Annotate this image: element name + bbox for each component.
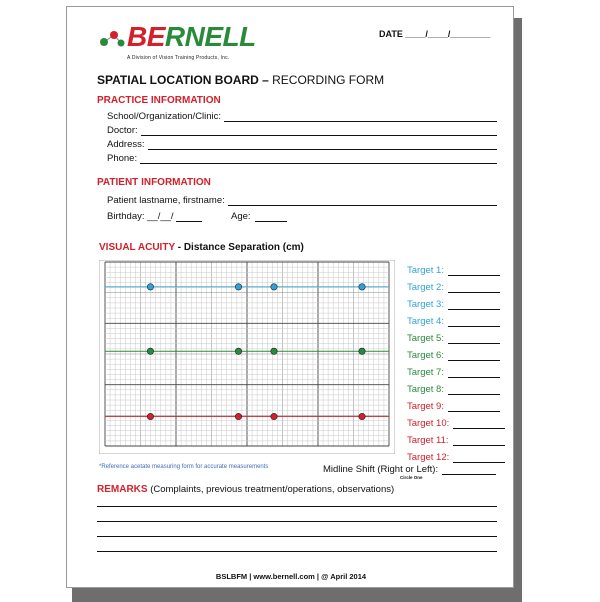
target-answer-line[interactable] [448, 385, 500, 395]
target-label: Target 7: [407, 367, 444, 378]
doctor-label: Doctor: [107, 125, 138, 136]
remarks-line-4[interactable] [97, 551, 497, 552]
remarks-line-3[interactable] [97, 536, 497, 537]
patient-name-label: Patient lastname, firstname: [107, 195, 225, 206]
brand-logo [127, 21, 256, 53]
target-row[interactable] [407, 310, 505, 327]
target-label: Target 3: [407, 299, 444, 310]
target-dot [359, 348, 365, 354]
target-answer-line[interactable] [448, 266, 500, 276]
target-row[interactable] [407, 395, 505, 412]
target-dot [359, 284, 365, 290]
target-row[interactable] [407, 259, 505, 276]
address-label: Address: [107, 139, 145, 150]
patient-name-field[interactable] [107, 195, 497, 206]
school-field[interactable] [107, 111, 497, 122]
target-dot [147, 413, 153, 419]
target-row[interactable] [407, 327, 505, 344]
target-row[interactable] [407, 446, 505, 463]
form-title [97, 73, 384, 87]
target-answer-line[interactable] [448, 402, 500, 412]
target-dot [235, 284, 241, 290]
target-dot [271, 348, 277, 354]
phone-field[interactable] [107, 153, 497, 164]
target-dot [147, 284, 153, 290]
target-answer-line[interactable] [453, 436, 505, 446]
target-row[interactable] [407, 429, 505, 446]
target-answer-line[interactable] [448, 351, 500, 361]
form-title-bold: SPATIAL LOCATION BOARD – [97, 73, 269, 87]
target-row[interactable] [407, 293, 505, 310]
practice-heading: PRACTICE INFORMATION [97, 95, 221, 106]
brand-logo-rest: RNELL [164, 21, 256, 52]
visual-acuity-rest: - Distance Separation (cm) [174, 242, 304, 253]
remarks-rest: (Complaints, previous treatment/operations, observations) [147, 484, 395, 495]
target-answer-line[interactable] [448, 283, 500, 293]
target-dot [359, 413, 365, 419]
brand-subtitle: A Division of Vision Training Products, Inc. [127, 55, 230, 61]
target-label: Target 1: [407, 265, 444, 276]
target-label: Target 6: [407, 350, 444, 361]
age-field[interactable] [231, 211, 287, 222]
target-label: Target 4: [407, 316, 444, 327]
target-dot [271, 284, 277, 290]
targets-list [407, 259, 505, 463]
target-answer-line[interactable] [448, 334, 500, 344]
target-label: Target 9: [407, 401, 444, 412]
midline-label: Midline Shift (Right or Left): [323, 464, 439, 475]
target-label: Target 12: [407, 452, 450, 463]
target-label: Target 11: [407, 435, 449, 446]
measurement-grid [99, 260, 395, 454]
doctor-field[interactable] [107, 125, 497, 136]
visual-acuity-red: VISUAL ACUITY [99, 242, 175, 253]
midline-shift-field[interactable] [323, 464, 496, 475]
target-answer-line[interactable] [448, 317, 500, 327]
remarks-line-2[interactable] [97, 521, 497, 522]
target-answer-line[interactable] [453, 419, 505, 429]
brand-logo-be: BE [127, 21, 165, 52]
target-dot [271, 413, 277, 419]
recording-form-page [66, 6, 514, 588]
target-row[interactable] [407, 378, 505, 395]
target-answer-line[interactable] [453, 453, 505, 463]
target-label: Target 8: [407, 384, 444, 395]
phone-label: Phone: [107, 153, 138, 164]
school-label: School/Organization/Clinic: [107, 111, 222, 122]
target-dot [147, 348, 153, 354]
remarks-line-1[interactable] [97, 506, 497, 507]
target-label: Target 10: [407, 418, 450, 429]
birthday-label: Birthday: __/__/ [107, 211, 174, 222]
target-row[interactable] [407, 276, 505, 293]
target-answer-line[interactable] [448, 368, 500, 378]
remarks-red: REMARKS [97, 484, 148, 495]
target-answer-line[interactable] [448, 300, 500, 310]
birthday-field[interactable] [107, 211, 202, 222]
circle-one-hint: Circle One [400, 475, 423, 480]
age-label: Age: [231, 211, 251, 222]
molecule-logo-icon [97, 27, 127, 51]
target-dot [235, 413, 241, 419]
form-title-rest: RECORDING FORM [268, 73, 385, 87]
reference-note: *Reference acetate measuring form for accurate measurements [99, 464, 269, 470]
patient-heading: PATIENT INFORMATION [97, 177, 211, 188]
target-dot [235, 348, 241, 354]
footer: BSLBFM | www.bernell.com | @ April 2014 [215, 572, 367, 581]
address-field[interactable] [107, 139, 497, 150]
target-row[interactable] [407, 412, 505, 429]
target-label: Target 2: [407, 282, 444, 293]
target-label: Target 5: [407, 333, 444, 344]
target-row[interactable] [407, 344, 505, 361]
visual-acuity-heading [99, 242, 304, 253]
remarks-heading [97, 484, 394, 495]
date-field[interactable]: DATE ____/____/________ [379, 29, 491, 39]
target-row[interactable] [407, 361, 505, 378]
